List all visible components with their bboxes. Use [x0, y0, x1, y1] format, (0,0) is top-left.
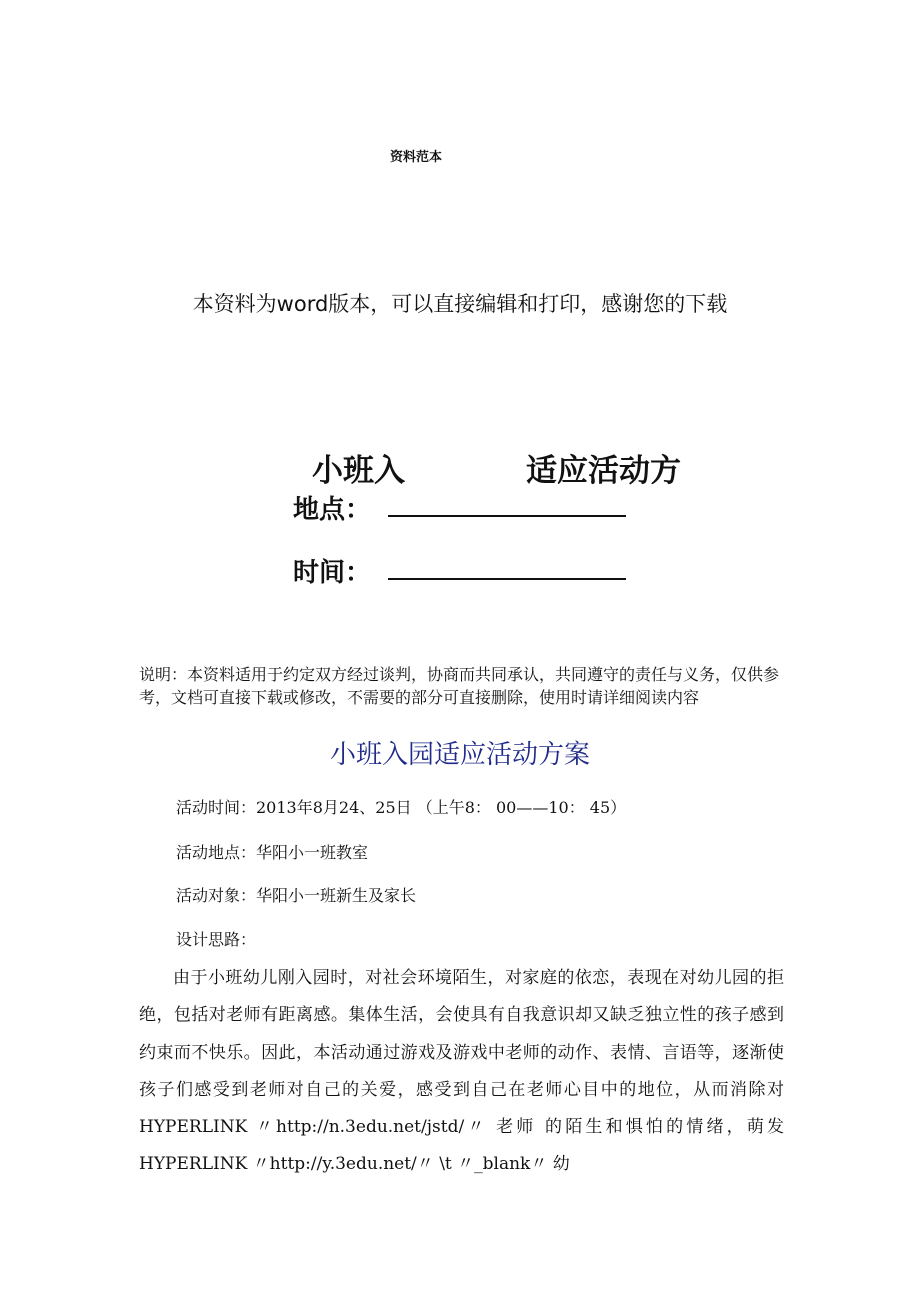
location-label: 地点：: [293, 495, 372, 525]
activity-target: 活动对象：华阳小一班新生及家长: [176, 886, 417, 905]
cover-title-part-1: 小班入: [312, 453, 405, 489]
download-notice: 本资料为word版本，可以直接编辑和打印，感谢您的下载: [192, 292, 728, 316]
usage-description: 说明：本资料适用于约定双方经过谈判，协商而共同承认，共同遵守的责任与义务，仅供参考，文档可直接下载或修改，不需要的部分可直接删除，使用时请详细阅读内容: [139, 665, 780, 707]
time-label: 时间：: [293, 558, 372, 588]
location-fill-line: [388, 515, 626, 517]
document-title: 小班入园适应活动方案: [329, 740, 590, 770]
activity-time: 活动时间：2013年8月24、25日 （上午8： 00——10： 45）: [176, 798, 627, 817]
activity-place: 活动地点：华阳小一班教室: [176, 843, 369, 862]
time-fill-line: [388, 578, 626, 580]
design-paragraph: 由于小班幼儿刚入园时，对社会环境陌生，对家庭的依恋，表现在对幼儿园的拒绝，包括对老师有距离感。集体生活，会使具有自我意识却又缺乏独立性的孩子感到约束而不快乐。因此，本活动通过游戏及游戏中老师的动作、表情、言语等，逐渐使孩子们感受到老师对自己的关爱，感受到自己在老师心目中的地位，从而消除对 HYPERLINK 〃http://n.3edu.net/jstd/〃 老师 的陌生和惧怕的情绪，萌发 HYPERLINK 〃http://y.3edu.net/〃 \t 〃_blank〃 幼: [139, 968, 784, 1175]
design-label: 设计思路：: [176, 930, 257, 949]
page-header: 资料范本: [390, 150, 443, 165]
cover-title-part-2: 适应活动方: [526, 453, 681, 489]
